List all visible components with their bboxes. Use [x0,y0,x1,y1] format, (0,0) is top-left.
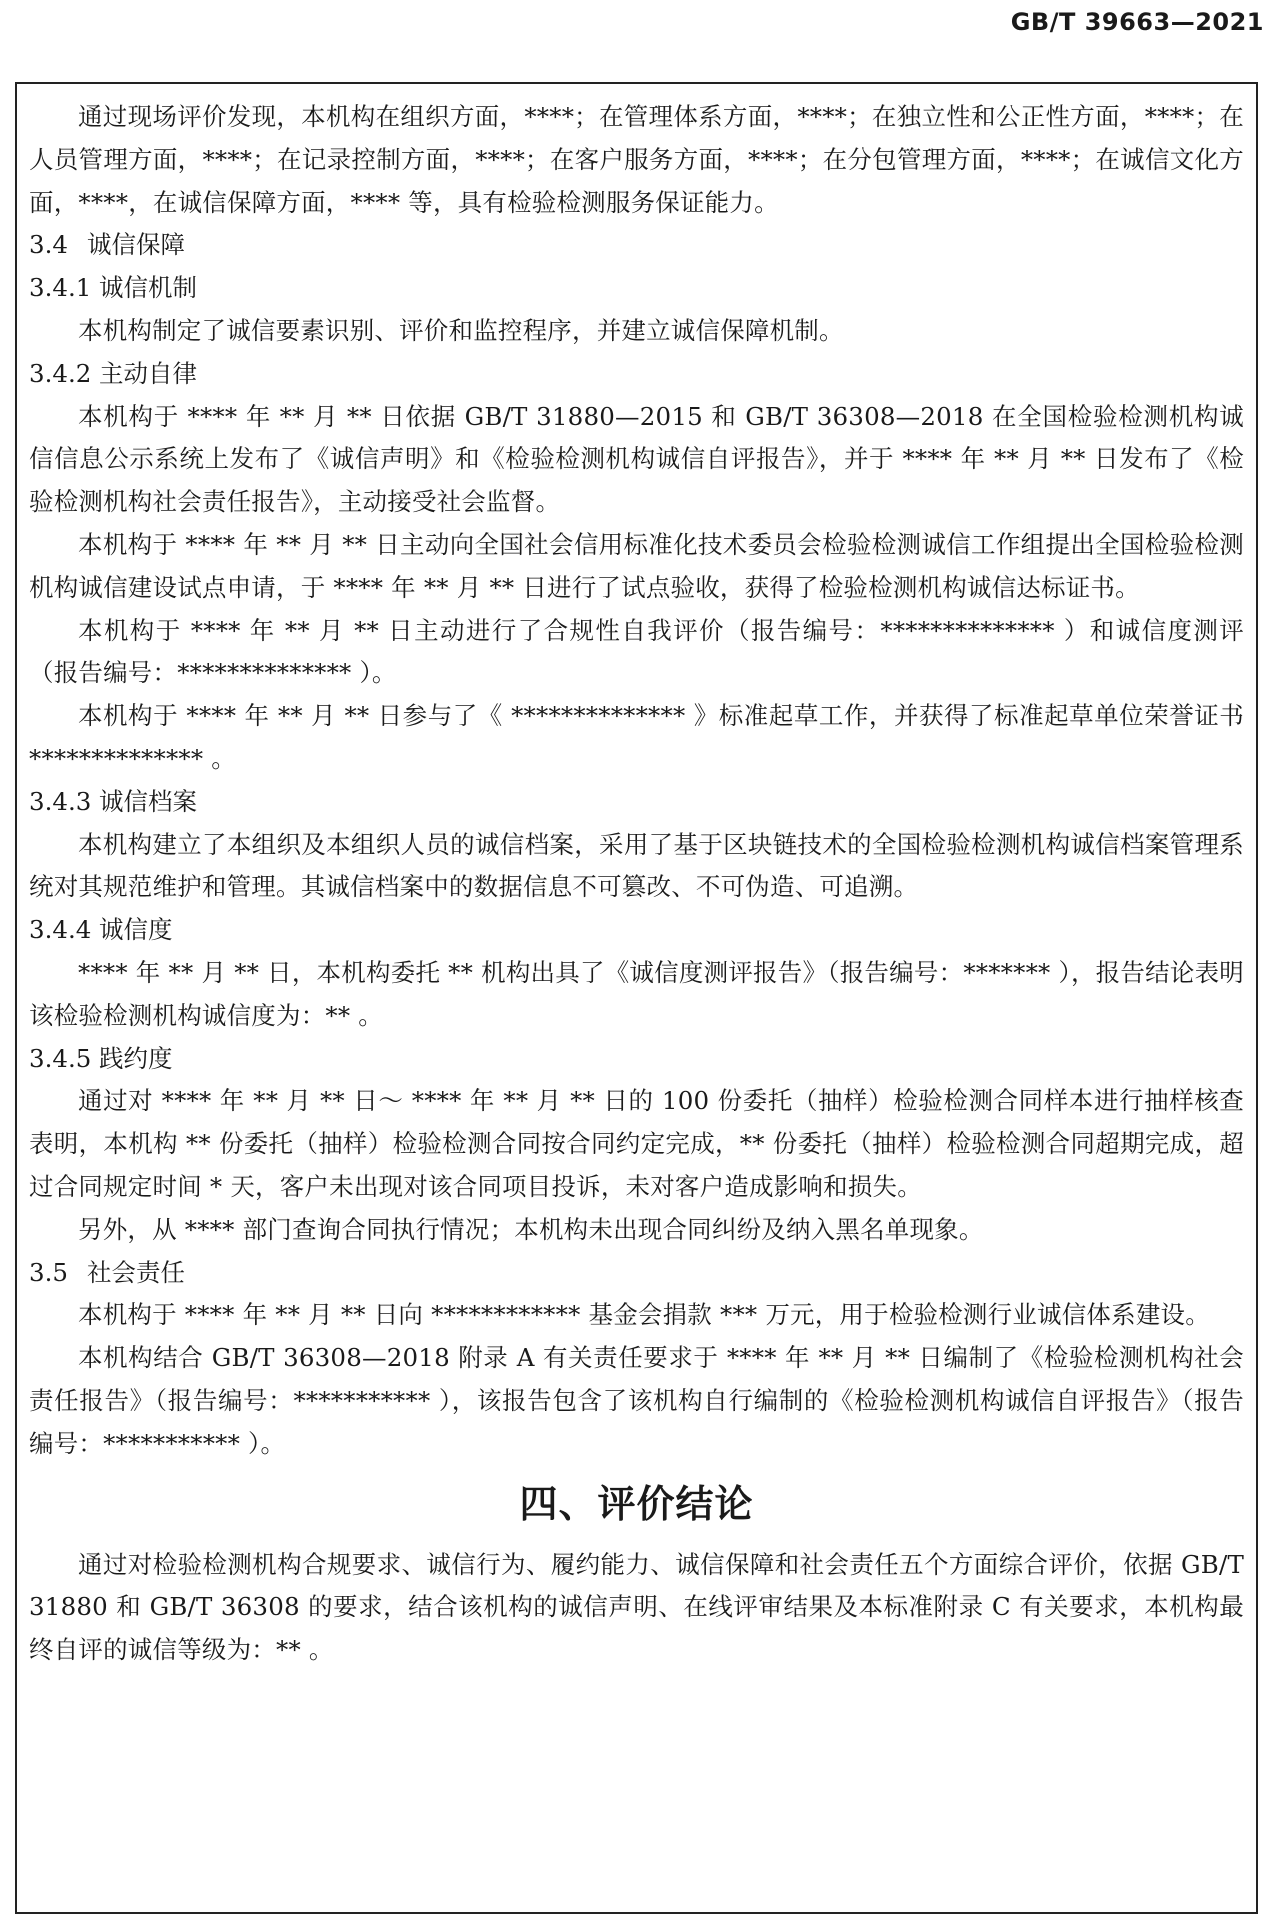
paragraph-3-4-5-b: 另外，从 **** 部门查询合同执行情况；本机构未出现合同纠纷及纳入黑名单现象。 [78,1214,984,1244]
heading-number: 3.4.2 [29,358,92,388]
heading-number: 3.5 [29,1257,68,1287]
standard-code: GB/T 39663—2021 [1010,8,1264,36]
heading-title: 践约度 [99,1043,173,1073]
heading-title: 诚信保障 [87,230,185,260]
heading-number: 3.4.5 [29,1043,92,1073]
heading-3-4-2 [29,353,1244,396]
heading-3-4 [29,224,1244,267]
paragraph-3-4-2-a: 本机构于 **** 年 ** 月 ** 日依据 GB/T 31880—2015 和 GB/T 36308—2018 在全国检验检测机构诚信信息公示系统上发布了《诚信声明》和《检验检测机构诚信自评报告》，并于 **** 年 ** 月 ** 日发布了《检验检测机构社会责任报告》，主动接受社会监督。 [29,401,1244,517]
document-frame [15,82,1258,1914]
paragraph-3-4-2-b: 本机构于 **** 年 ** 月 ** 日主动向全国社会信用标准化技术委员会检验检测诚信工作组提出全国检验检测机构诚信建设试点申请，于 **** 年 ** 月 ** 日进行了试点验收，获得了检验检测机构诚信达标证书。 [29,529,1244,602]
paragraph-4: 通过对检验检测机构合规要求、诚信行为、履约能力、诚信保障和社会责任五个方面综合评价，依据 GB/T 31880 和 GB/T 36308 的要求，结合该机构的诚信声明、在线评审结果及本标准附录 C 有关要求，本机构最终自评的诚信等级为：** 。 [29,1549,1244,1665]
heading-number: 3.4.3 [29,786,92,816]
heading-3-4-4 [29,909,1244,952]
heading-title: 诚信度 [99,915,173,945]
paragraph-intro: 通过现场评价发现，本机构在组织方面，****；在管理体系方面，****；在独立性和公正性方面，****；在人员管理方面，****；在记录控制方面，****；在客户服务方面，****；在分包管理方面，****；在诚信文化方面，****，在诚信保障方面，**** 等，具有检验检测服务保证能力。 [29,102,1244,217]
heading-number: 3.4.4 [29,915,92,945]
paragraph-3-4-3: 本机构建立了本组织及本组织人员的诚信档案，采用了基于区块链技术的全国检验检测机构诚信档案管理系统对其规范维护和管理。其诚信档案中的数据信息不可篡改、不可伪造、可追溯。 [29,829,1244,902]
paragraph-3-4-2-c: 本机构于 **** 年 ** 月 ** 日主动进行了合规性自我评价（报告编号：************** ）和诚信度测评（报告编号：************** ）。 [29,615,1244,688]
heading-number: 3.4 [29,230,68,260]
heading-3-4-1 [29,267,1244,310]
heading-3-5 [29,1252,1244,1295]
heading-title: 主动自律 [99,358,197,388]
paragraph-3-4-5-a: 通过对 **** 年 ** 月 ** 日～ **** 年 ** 月 ** 日的 100 份委托（抽样）检验检测合同样本进行抽样核查表明，本机构 ** 份委托（抽样）检验检测合同按合同约定完成，** 份委托（抽样）检验检测合同超期完成，超过合同规定时间 * 天，客户未出现对该合同项目投诉，未对客户造成影响和损失。 [29,1086,1244,1201]
paragraph-3-4-2-d: 本机构于 **** 年 ** 月 ** 日参与了《 ************** 》标准起草工作，并获得了标准起草单位荣誉证书 ************** 。 [29,701,1244,773]
paragraph-3-5-a: 本机构于 **** 年 ** 月 ** 日向 ************ 基金会捐款 *** 万元，用于检验检测行业诚信体系建设。 [78,1300,1210,1330]
section-4-title: 四、评价结论 [519,1481,754,1526]
heading-title: 诚信档案 [99,786,197,816]
heading-3-4-5 [29,1038,1244,1081]
paragraph-3-5-b: 本机构结合 GB/T 36308—2018 附录 A 有关责任要求于 **** 年 ** 月 ** 日编制了《检验检测机构社会责任报告》（报告编号：*********** ），该报告包含了该机构自行编制的《检验检测机构诚信自评报告》（报告编号：*********** ）。 [29,1343,1244,1458]
paragraph-3-4-4: **** 年 ** 月 ** 日，本机构委托 ** 机构出具了《诚信度测评报告》（报告编号：******* ），报告结论表明该检验检测机构诚信度为：** 。 [29,957,1244,1030]
heading-title: 社会责任 [87,1257,185,1287]
paragraph-3-4-1: 本机构制定了诚信要素识别、评价和监控程序，并建立诚信保障机制。 [78,315,844,345]
heading-3-4-3 [29,781,1244,824]
heading-title: 诚信机制 [99,273,197,303]
heading-number: 3.4.1 [29,273,92,303]
